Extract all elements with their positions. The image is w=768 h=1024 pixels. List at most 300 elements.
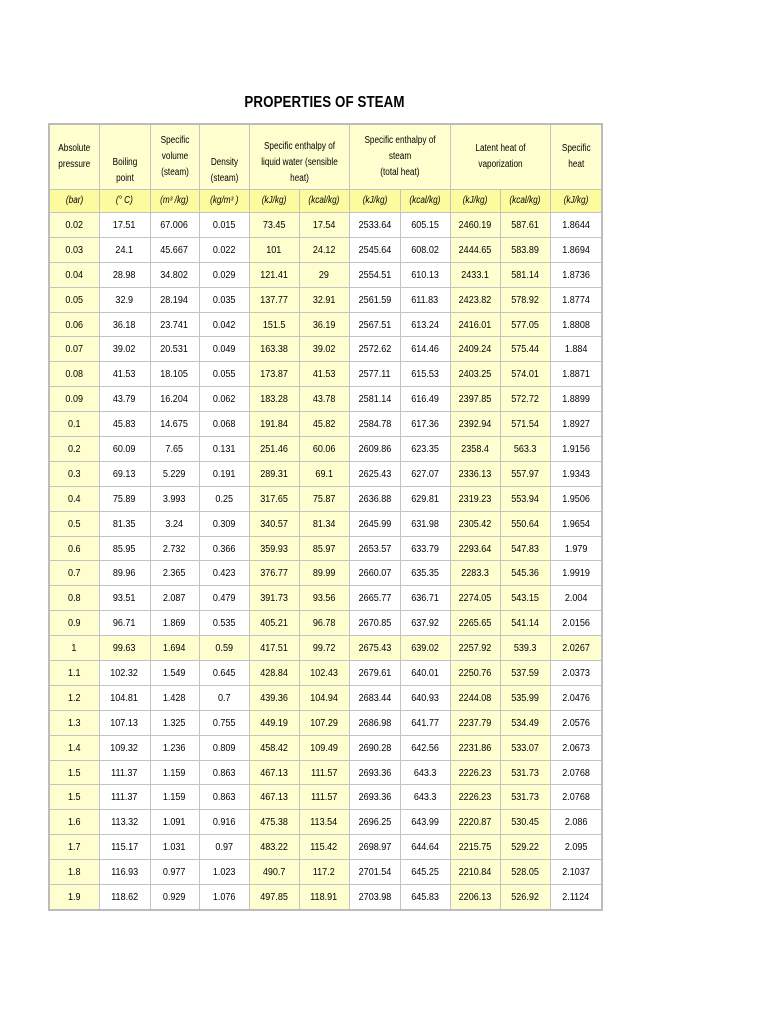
table-cell: 0.068 bbox=[199, 412, 249, 437]
table-cell: 629.81 bbox=[400, 486, 450, 511]
table-cell: 115.17 bbox=[99, 835, 150, 860]
table-cell: 1.8927 bbox=[550, 412, 602, 437]
table-cell: 610.13 bbox=[400, 262, 450, 287]
table-cell: 39.02 bbox=[99, 337, 150, 362]
table-cell: 550.64 bbox=[500, 511, 550, 536]
table-cell: 2220.87 bbox=[450, 810, 500, 835]
table-cell: 1.023 bbox=[199, 860, 249, 885]
table-cell: 107.13 bbox=[99, 710, 150, 735]
table-cell: 85.97 bbox=[299, 536, 349, 561]
table-cell: 615.53 bbox=[400, 362, 450, 387]
table-cell: 643.3 bbox=[400, 760, 450, 785]
table-cell: 2.086 bbox=[550, 810, 602, 835]
table-cell: 118.91 bbox=[299, 885, 349, 910]
table-cell: 528.05 bbox=[500, 860, 550, 885]
table-cell: 0.08 bbox=[49, 362, 99, 387]
table-cell: 605.15 bbox=[400, 213, 450, 238]
table-cell: 1.031 bbox=[150, 835, 199, 860]
table-cell: 581.14 bbox=[500, 262, 550, 287]
table-cell: 111.57 bbox=[299, 760, 349, 785]
table-cell: 543.15 bbox=[500, 586, 550, 611]
table-cell: 637.92 bbox=[400, 611, 450, 636]
table-cell: 2686.98 bbox=[349, 710, 400, 735]
table-cell: 1.8774 bbox=[550, 287, 602, 312]
table-cell: 497.85 bbox=[249, 885, 299, 910]
table-row bbox=[49, 387, 602, 412]
table-cell: 2.087 bbox=[150, 586, 199, 611]
table-cell: 0.59 bbox=[199, 636, 249, 661]
table-cell: 553.94 bbox=[500, 486, 550, 511]
table-cell: 2609.86 bbox=[349, 437, 400, 462]
table-row bbox=[49, 835, 602, 860]
table-cell: 163.38 bbox=[249, 337, 299, 362]
table-cell: 1.091 bbox=[150, 810, 199, 835]
table-cell: 24.1 bbox=[99, 237, 150, 262]
table-cell: 289.31 bbox=[249, 461, 299, 486]
table-cell: 0.022 bbox=[199, 237, 249, 262]
table-cell: 1 bbox=[49, 636, 99, 661]
table-cell: 534.49 bbox=[500, 710, 550, 735]
table-cell: 2283.3 bbox=[450, 561, 500, 586]
table-cell: 2460.19 bbox=[450, 213, 500, 238]
table-cell: 1.8694 bbox=[550, 237, 602, 262]
header-density: Density (steam) bbox=[199, 124, 249, 190]
table-cell: 0.863 bbox=[199, 760, 249, 785]
table-cell: 428.84 bbox=[249, 661, 299, 686]
table-cell: 1.2 bbox=[49, 685, 99, 710]
table-cell: 0.8 bbox=[49, 586, 99, 611]
table-cell: 2683.44 bbox=[349, 685, 400, 710]
table-cell: 0.2 bbox=[49, 437, 99, 462]
table-cell: 2.0373 bbox=[550, 661, 602, 686]
header-row bbox=[49, 124, 602, 190]
table-cell: 39.02 bbox=[299, 337, 349, 362]
table-cell: 572.72 bbox=[500, 387, 550, 412]
table-cell: 627.07 bbox=[400, 461, 450, 486]
table-cell: 639.02 bbox=[400, 636, 450, 661]
table-cell: 2.0768 bbox=[550, 760, 602, 785]
table-cell: 36.18 bbox=[99, 312, 150, 337]
table-cell: 183.28 bbox=[249, 387, 299, 412]
table-cell: 41.53 bbox=[299, 362, 349, 387]
table-cell: 0.049 bbox=[199, 337, 249, 362]
table-row bbox=[49, 860, 602, 885]
table-cell: 557.97 bbox=[500, 461, 550, 486]
table-cell: 1.325 bbox=[150, 710, 199, 735]
table-cell: 631.98 bbox=[400, 511, 450, 536]
table-cell: 1.9343 bbox=[550, 461, 602, 486]
table-cell: 1.9654 bbox=[550, 511, 602, 536]
header-specific-heat: Specific heat bbox=[550, 124, 602, 190]
table-cell: 1.428 bbox=[150, 685, 199, 710]
table-cell: 20.531 bbox=[150, 337, 199, 362]
table-cell: 0.929 bbox=[150, 885, 199, 910]
table-cell: 537.59 bbox=[500, 661, 550, 686]
table-cell: 539.3 bbox=[500, 636, 550, 661]
table-cell: 1.8 bbox=[49, 860, 99, 885]
table-cell: 490.7 bbox=[249, 860, 299, 885]
table-cell: 563.3 bbox=[500, 437, 550, 462]
table-cell: 575.44 bbox=[500, 337, 550, 362]
table-row bbox=[49, 461, 602, 486]
unit-cell: (kJ/kg) bbox=[550, 190, 602, 213]
table-row bbox=[49, 636, 602, 661]
table-cell: 89.99 bbox=[299, 561, 349, 586]
table-cell: 340.57 bbox=[249, 511, 299, 536]
table-cell: 574.01 bbox=[500, 362, 550, 387]
table-cell: 531.73 bbox=[500, 785, 550, 810]
table-cell: 2319.23 bbox=[450, 486, 500, 511]
table-cell: 151.5 bbox=[249, 312, 299, 337]
table-cell: 0.3 bbox=[49, 461, 99, 486]
table-cell: 29 bbox=[299, 262, 349, 287]
table-cell: 81.34 bbox=[299, 511, 349, 536]
table-cell: 0.07 bbox=[49, 337, 99, 362]
table-cell: 0.7 bbox=[49, 561, 99, 586]
table-cell: 73.45 bbox=[249, 213, 299, 238]
table-cell: 2.0267 bbox=[550, 636, 602, 661]
table-cell: 1.9919 bbox=[550, 561, 602, 586]
table-cell: 0.645 bbox=[199, 661, 249, 686]
table-cell: 2636.88 bbox=[349, 486, 400, 511]
table-cell: 1.8871 bbox=[550, 362, 602, 387]
table-cell: 7.65 bbox=[150, 437, 199, 462]
table-row bbox=[49, 810, 602, 835]
table-cell: 2250.76 bbox=[450, 661, 500, 686]
table-cell: 1.6 bbox=[49, 810, 99, 835]
table-cell: 1.3 bbox=[49, 710, 99, 735]
table-cell: 2397.85 bbox=[450, 387, 500, 412]
table-cell: 2665.77 bbox=[349, 586, 400, 611]
table-cell: 0.02 bbox=[49, 213, 99, 238]
table-cell: 2696.25 bbox=[349, 810, 400, 835]
table-row bbox=[49, 611, 602, 636]
table-cell: 109.32 bbox=[99, 735, 150, 760]
table-cell: 117.2 bbox=[299, 860, 349, 885]
table-cell: 104.94 bbox=[299, 685, 349, 710]
table-cell: 32.91 bbox=[299, 287, 349, 312]
table-cell: 644.64 bbox=[400, 835, 450, 860]
table-cell: 28.98 bbox=[99, 262, 150, 287]
table-cell: 93.56 bbox=[299, 586, 349, 611]
table-cell: 96.78 bbox=[299, 611, 349, 636]
table-cell: 578.92 bbox=[500, 287, 550, 312]
table-cell: 75.89 bbox=[99, 486, 150, 511]
table-cell: 0.06 bbox=[49, 312, 99, 337]
table-cell: 113.32 bbox=[99, 810, 150, 835]
table-cell: 2274.05 bbox=[450, 586, 500, 611]
table-cell: 2675.43 bbox=[349, 636, 400, 661]
table-cell: 1.4 bbox=[49, 735, 99, 760]
table-cell: 115.42 bbox=[299, 835, 349, 860]
table-cell: 32.9 bbox=[99, 287, 150, 312]
table-cell: 2625.43 bbox=[349, 461, 400, 486]
table-row bbox=[49, 710, 602, 735]
table-cell: 101 bbox=[249, 237, 299, 262]
table-cell: 2305.42 bbox=[450, 511, 500, 536]
table-cell: 0.6 bbox=[49, 536, 99, 561]
table-cell: 1.549 bbox=[150, 661, 199, 686]
table-cell: 23.741 bbox=[150, 312, 199, 337]
table-row bbox=[49, 586, 602, 611]
table-cell: 642.56 bbox=[400, 735, 450, 760]
table-cell: 2.732 bbox=[150, 536, 199, 561]
table-cell: 611.83 bbox=[400, 287, 450, 312]
table-cell: 1.5 bbox=[49, 760, 99, 785]
table-cell: 60.09 bbox=[99, 437, 150, 462]
table-cell: 2215.75 bbox=[450, 835, 500, 860]
table-cell: 0.5 bbox=[49, 511, 99, 536]
table-cell: 0.09 bbox=[49, 387, 99, 412]
table-cell: 0.05 bbox=[49, 287, 99, 312]
table-cell: 0.97 bbox=[199, 835, 249, 860]
table-cell: 617.36 bbox=[400, 412, 450, 437]
table-cell: 449.19 bbox=[249, 710, 299, 735]
table-cell: 1.8736 bbox=[550, 262, 602, 287]
table-cell: 2206.13 bbox=[450, 885, 500, 910]
table-row bbox=[49, 337, 602, 362]
table-cell: 526.92 bbox=[500, 885, 550, 910]
table-cell: 1.159 bbox=[150, 785, 199, 810]
table-cell: 2533.64 bbox=[349, 213, 400, 238]
table-cell: 2.1124 bbox=[550, 885, 602, 910]
table-cell: 1.1 bbox=[49, 661, 99, 686]
table-cell: 43.79 bbox=[99, 387, 150, 412]
table-cell: 0.015 bbox=[199, 213, 249, 238]
table-row bbox=[49, 262, 602, 287]
table-row bbox=[49, 213, 602, 238]
table-cell: 2423.82 bbox=[450, 287, 500, 312]
table-cell: 0.755 bbox=[199, 710, 249, 735]
unit-cell: (° C) bbox=[99, 190, 150, 213]
table-cell: 545.36 bbox=[500, 561, 550, 586]
table-cell: 121.41 bbox=[249, 262, 299, 287]
table-cell: 1.7 bbox=[49, 835, 99, 860]
table-cell: 102.43 bbox=[299, 661, 349, 686]
table-cell: 2.0673 bbox=[550, 735, 602, 760]
table-row bbox=[49, 486, 602, 511]
table-cell: 2554.51 bbox=[349, 262, 400, 287]
table-cell: 2409.24 bbox=[450, 337, 500, 362]
table-cell: 251.46 bbox=[249, 437, 299, 462]
table-cell: 16.204 bbox=[150, 387, 199, 412]
table-cell: 41.53 bbox=[99, 362, 150, 387]
table-cell: 2701.54 bbox=[349, 860, 400, 885]
table-cell: 475.38 bbox=[249, 810, 299, 835]
table-cell: 2265.65 bbox=[450, 611, 500, 636]
table-row bbox=[49, 412, 602, 437]
table-cell: 2257.92 bbox=[450, 636, 500, 661]
table-cell: 2416.01 bbox=[450, 312, 500, 337]
table-cell: 1.9506 bbox=[550, 486, 602, 511]
table-cell: 2237.79 bbox=[450, 710, 500, 735]
table-cell: 67.006 bbox=[150, 213, 199, 238]
table-cell: 0.309 bbox=[199, 511, 249, 536]
table-cell: 2693.36 bbox=[349, 785, 400, 810]
table-cell: 104.81 bbox=[99, 685, 150, 710]
table-cell: 24.12 bbox=[299, 237, 349, 262]
table-cell: 3.993 bbox=[150, 486, 199, 511]
table-cell: 85.95 bbox=[99, 536, 150, 561]
table-cell: 0.1 bbox=[49, 412, 99, 437]
table-cell: 0.4 bbox=[49, 486, 99, 511]
table-cell: 1.869 bbox=[150, 611, 199, 636]
table-cell: 0.131 bbox=[199, 437, 249, 462]
table-cell: 2.0156 bbox=[550, 611, 602, 636]
table-row bbox=[49, 362, 602, 387]
table-cell: 1.076 bbox=[199, 885, 249, 910]
table-cell: 60.06 bbox=[299, 437, 349, 462]
page-title: PROPERTIES OF STEAM bbox=[244, 94, 405, 111]
table-cell: 2679.61 bbox=[349, 661, 400, 686]
table-row bbox=[49, 312, 602, 337]
unit-cell: (bar) bbox=[49, 190, 99, 213]
header-latent-heat: Latent heat of vaporization bbox=[450, 124, 550, 190]
steam-properties-table bbox=[48, 123, 603, 911]
unit-cell: (kcal/kg) bbox=[400, 190, 450, 213]
table-cell: 640.01 bbox=[400, 661, 450, 686]
table-cell: 2336.13 bbox=[450, 461, 500, 486]
table-cell: 0.055 bbox=[199, 362, 249, 387]
table-cell: 2545.64 bbox=[349, 237, 400, 262]
table-cell: 633.79 bbox=[400, 536, 450, 561]
table-cell: 109.49 bbox=[299, 735, 349, 760]
table-cell: 376.77 bbox=[249, 561, 299, 586]
table-cell: 2581.14 bbox=[349, 387, 400, 412]
table-cell: 643.99 bbox=[400, 810, 450, 835]
table-cell: 5.229 bbox=[150, 461, 199, 486]
table-cell: 535.99 bbox=[500, 685, 550, 710]
table-cell: 2572.62 bbox=[349, 337, 400, 362]
table-cell: 28.194 bbox=[150, 287, 199, 312]
table-cell: 0.04 bbox=[49, 262, 99, 287]
table-row bbox=[49, 685, 602, 710]
units-row bbox=[49, 190, 602, 213]
table-cell: 96.71 bbox=[99, 611, 150, 636]
table-cell: 17.54 bbox=[299, 213, 349, 238]
table-cell: 1.236 bbox=[150, 735, 199, 760]
table-row bbox=[49, 561, 602, 586]
table-row bbox=[49, 661, 602, 686]
table-cell: 1.8899 bbox=[550, 387, 602, 412]
table-cell: 0.366 bbox=[199, 536, 249, 561]
table-cell: 583.89 bbox=[500, 237, 550, 262]
table-cell: 636.71 bbox=[400, 586, 450, 611]
table-cell: 467.13 bbox=[249, 760, 299, 785]
table-cell: 0.03 bbox=[49, 237, 99, 262]
table-cell: 0.863 bbox=[199, 785, 249, 810]
table-cell: 2660.07 bbox=[349, 561, 400, 586]
table-cell: 99.63 bbox=[99, 636, 150, 661]
table-cell: 0.809 bbox=[199, 735, 249, 760]
table-cell: 577.05 bbox=[500, 312, 550, 337]
header-specific-volume: Specific volume (steam) bbox=[150, 124, 199, 190]
unit-cell: (kcal/kg) bbox=[500, 190, 550, 213]
unit-cell: (kg/m³ ) bbox=[199, 190, 249, 213]
table-cell: 2.0476 bbox=[550, 685, 602, 710]
table-cell: 3.24 bbox=[150, 511, 199, 536]
table-cell: 1.694 bbox=[150, 636, 199, 661]
table-cell: 359.93 bbox=[249, 536, 299, 561]
table-row bbox=[49, 760, 602, 785]
table-cell: 2226.23 bbox=[450, 760, 500, 785]
table-cell: 111.37 bbox=[99, 785, 150, 810]
table-cell: 2403.25 bbox=[450, 362, 500, 387]
table-cell: 547.83 bbox=[500, 536, 550, 561]
header-enthalpy-steam: Specific enthalpy of steam (total heat) bbox=[349, 124, 450, 190]
table-cell: 14.675 bbox=[150, 412, 199, 437]
table-cell: 2653.57 bbox=[349, 536, 400, 561]
table-row bbox=[49, 885, 602, 910]
table-cell: 18.105 bbox=[150, 362, 199, 387]
table-cell: 417.51 bbox=[249, 636, 299, 661]
table-cell: 2.0768 bbox=[550, 785, 602, 810]
table-cell: 613.24 bbox=[400, 312, 450, 337]
table-cell: 93.51 bbox=[99, 586, 150, 611]
table-cell: 640.93 bbox=[400, 685, 450, 710]
table-cell: 116.93 bbox=[99, 860, 150, 885]
table-cell: 111.37 bbox=[99, 760, 150, 785]
header-absolute-pressure: Absolute pressure bbox=[49, 124, 99, 190]
table-cell: 2.095 bbox=[550, 835, 602, 860]
table-cell: 2.1037 bbox=[550, 860, 602, 885]
table-row bbox=[49, 536, 602, 561]
table-cell: 107.29 bbox=[299, 710, 349, 735]
table-cell: 2698.97 bbox=[349, 835, 400, 860]
table-cell: 34.802 bbox=[150, 262, 199, 287]
table-cell: 2.004 bbox=[550, 586, 602, 611]
table-cell: 458.42 bbox=[249, 735, 299, 760]
table-cell: 69.13 bbox=[99, 461, 150, 486]
table-cell: 533.07 bbox=[500, 735, 550, 760]
table-cell: 2645.99 bbox=[349, 511, 400, 536]
table-cell: 0.029 bbox=[199, 262, 249, 287]
unit-cell: (kJ/kg) bbox=[450, 190, 500, 213]
table-cell: 1.159 bbox=[150, 760, 199, 785]
table-cell: 571.54 bbox=[500, 412, 550, 437]
table-row bbox=[49, 511, 602, 536]
table-cell: 2567.51 bbox=[349, 312, 400, 337]
header-enthalpy-liquid: Specific enthalpy of liquid water (sensible heat) bbox=[249, 124, 349, 190]
table-cell: 2231.86 bbox=[450, 735, 500, 760]
table-cell: 2226.23 bbox=[450, 785, 500, 810]
table-cell: 2392.94 bbox=[450, 412, 500, 437]
table-cell: 1.9156 bbox=[550, 437, 602, 462]
table-cell: 483.22 bbox=[249, 835, 299, 860]
table-cell: 2703.98 bbox=[349, 885, 400, 910]
table-cell: 541.14 bbox=[500, 611, 550, 636]
table-cell: 1.884 bbox=[550, 337, 602, 362]
table-cell: 69.1 bbox=[299, 461, 349, 486]
table-row bbox=[49, 237, 602, 262]
table-cell: 2670.85 bbox=[349, 611, 400, 636]
table-row bbox=[49, 735, 602, 760]
table-cell: 1.8808 bbox=[550, 312, 602, 337]
table-cell: 2244.08 bbox=[450, 685, 500, 710]
table-cell: 2358.4 bbox=[450, 437, 500, 462]
table-cell: 89.96 bbox=[99, 561, 150, 586]
table-cell: 614.46 bbox=[400, 337, 450, 362]
table-cell: 2293.64 bbox=[450, 536, 500, 561]
unit-cell: (kcal/kg) bbox=[299, 190, 349, 213]
table-cell: 439.36 bbox=[249, 685, 299, 710]
table-cell: 102.32 bbox=[99, 661, 150, 686]
unit-cell: (m³ /kg) bbox=[150, 190, 199, 213]
table-row bbox=[49, 785, 602, 810]
table-cell: 2584.78 bbox=[349, 412, 400, 437]
table-cell: 587.61 bbox=[500, 213, 550, 238]
table-cell: 0.423 bbox=[199, 561, 249, 586]
